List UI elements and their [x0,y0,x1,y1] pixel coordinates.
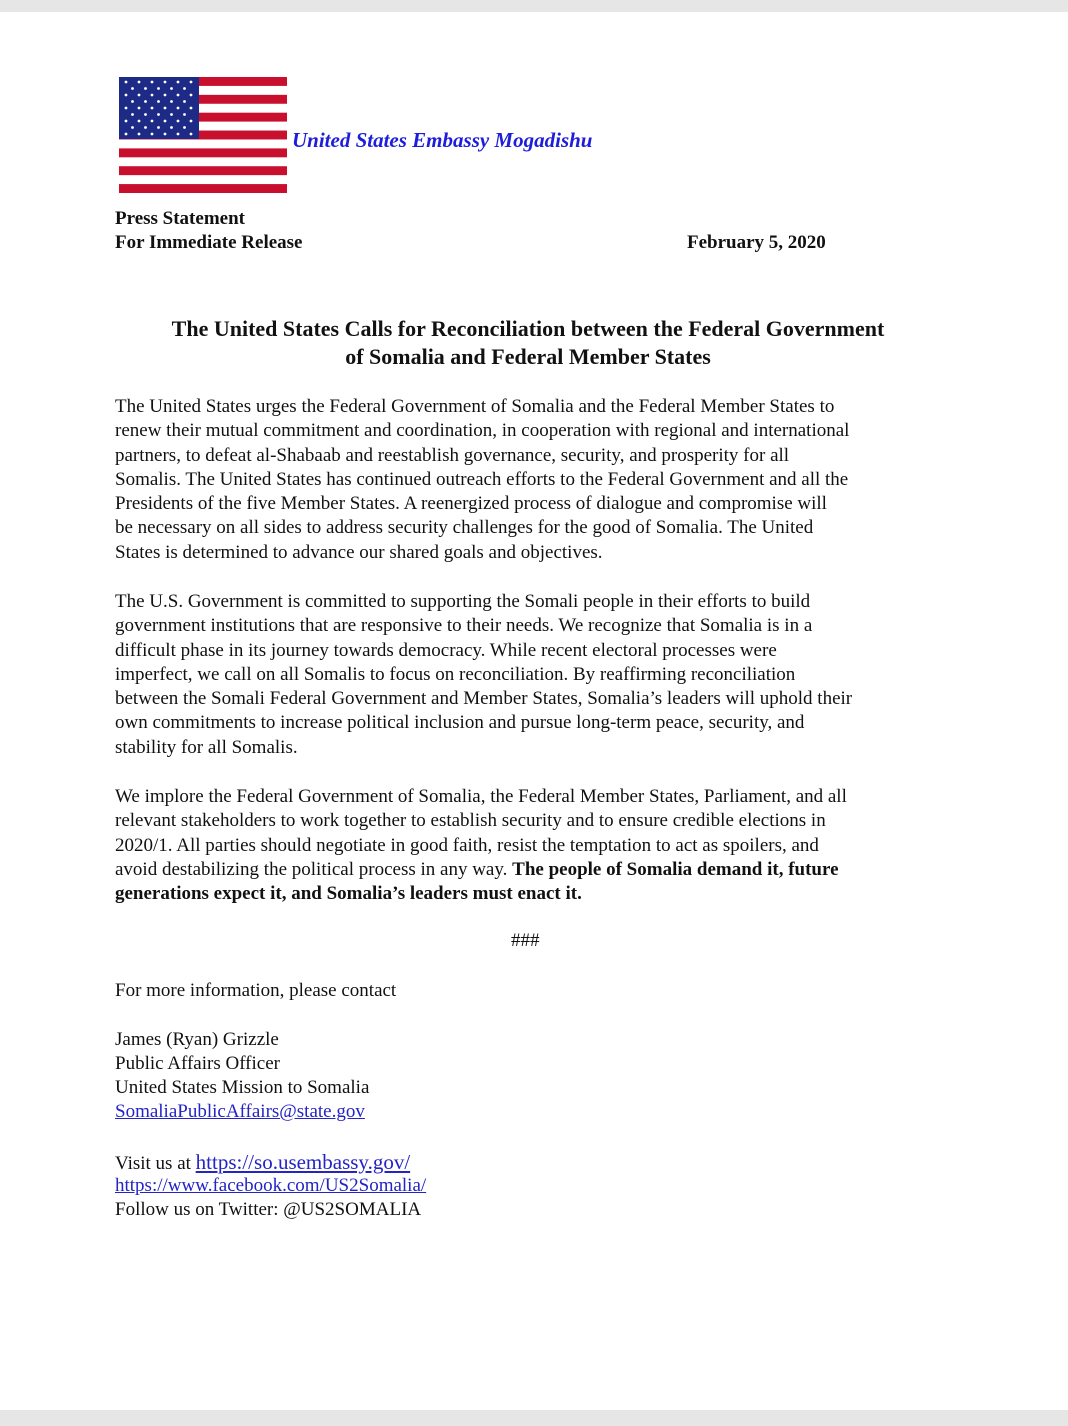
contact-name: James (Ryan) Grizzle [115,1029,279,1050]
text-line: renew their mutual commitment and coordination, in cooperation with regional and international [115,420,850,442]
text-line: difficult phase in its journey towards democracy. While recent electoral processes were [115,639,777,661]
twitter-handle: Follow us on Twitter: @US2SOMALIA [115,1199,422,1220]
title-line: of Somalia and Federal Member States [345,344,711,369]
website-link[interactable]: https://so.usembassy.gov/ [195,1150,411,1174]
paragraph-1 [115,395,849,565]
release-date: February 5, 2020 [687,232,826,253]
text-line: We implore the Federal Government of Somalia, the Federal Member States, Parliament, and all [115,786,847,807]
text-line: stability for all Somalis. [115,736,298,758]
text-line: Presidents of the five Member States. A reenergized process of dialogue and compromise will [115,493,827,515]
facebook-link[interactable]: https://www.facebook.com/US2Somalia/ [115,1175,427,1196]
paragraph-3 [115,785,847,906]
emphasis-text: generations expect it, and Somalia’s leaders must enact it. [115,883,582,905]
end-mark: ### [511,930,540,951]
text-segment: avoid destabilizing the political process in any way. [115,858,513,880]
contact-email-link[interactable]: SomaliaPublicAffairs@state.gov [115,1101,365,1122]
text-line: government institutions that are responsive to their needs. We recognize that Somalia is in a [115,615,813,637]
us-flag-logo [119,77,287,193]
visit-line [115,1150,410,1175]
contact-intro: For more information, please contact [115,980,397,1001]
document-page [0,12,1068,1410]
text-line: The U.S. Government is committed to supporting the Somali people in their efforts to build [115,591,811,612]
contact-organization: United States Mission to Somalia [115,1077,370,1098]
text-line: Somalis. The United States has continued outreach efforts to the Federal Government and all the [115,468,849,490]
text-line: relevant stakeholders to work together to establish security and to ensure credible elections in [115,810,826,832]
text-line: be necessary on all sides to address security challenges for the good of Somalia. The United [115,517,814,539]
text-line: between the Somali Federal Government and Member States, Somalia’s leaders will uphold their [115,688,853,710]
embassy-name: United States Embassy Mogadishu [292,128,593,152]
release-label: For Immediate Release [115,232,303,253]
text-line: The United States urges the Federal Government of Somalia and the Federal Member States to [115,396,835,417]
emphasis-text: The people of Somalia demand it, future [512,858,839,880]
statement-type: Press Statement [115,208,245,229]
contact-role: Public Affairs Officer [115,1053,280,1074]
text-line: partners, to defeat al-Shabaab and reestablish governance, security, and prosperity for all [115,444,790,466]
text-line: own commitments to increase political inclusion and pursue long-term peace, security, and [115,712,805,734]
text-line: States is determined to advance our shared goals and objectives. [115,541,603,563]
statement-title [100,315,956,371]
paragraph-2 [115,590,852,760]
visit-prefix: Visit us at [115,1153,196,1174]
text-line: 2020/1. All parties should negotiate in good faith, resist the temptation to act as spoilers, and [115,834,819,856]
text-line [115,858,847,882]
title-line: The United States Calls for Reconciliation between the Federal Government [171,316,885,341]
text-line: imperfect, we call on all Somalis to focus on reconciliation. By reaffirming reconciliation [115,663,796,685]
